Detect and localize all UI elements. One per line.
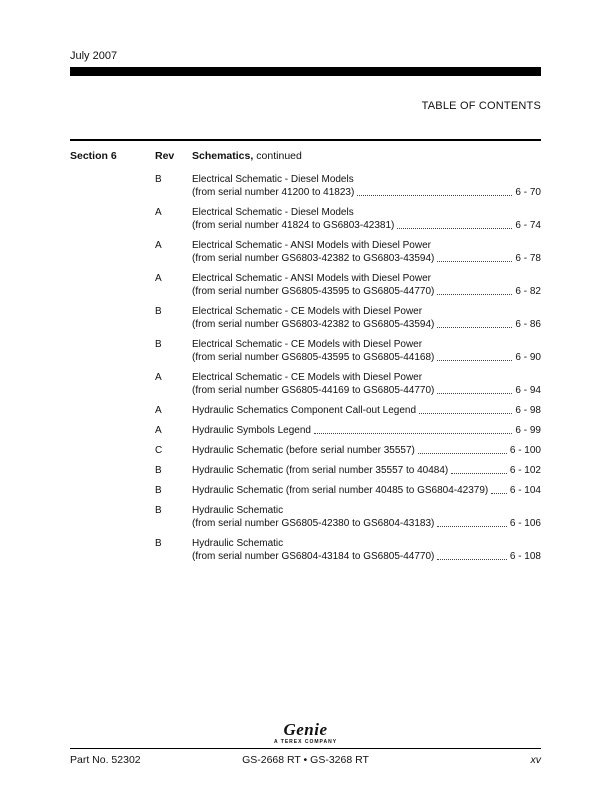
- entry-title: (from serial number 41824 to GS6803-42381): [192, 220, 395, 231]
- entry-title-line: Electrical Schematic - ANSI Models with Diesel Power: [192, 240, 431, 251]
- toc-entry-row: [70, 444, 541, 457]
- entry-content: [192, 484, 541, 497]
- entry-leader-line: [192, 384, 541, 397]
- footer-rule: [70, 748, 541, 749]
- entry-leader-line: [192, 484, 541, 497]
- toc-entry-row: [70, 338, 541, 364]
- entry-title-line: Electrical Schematic - CE Models with Diesel Power: [192, 306, 423, 317]
- toc-entry-row: [70, 206, 541, 232]
- section-column-spacer: [70, 173, 155, 199]
- entry-page-number: 6 - 108: [509, 551, 541, 562]
- entry-title-line: Electrical Schematic - ANSI Models with Diesel Power: [192, 273, 431, 284]
- entry-rev: B: [155, 339, 162, 350]
- entry-title: (from serial number GS6805-44169 to GS6805-44770): [192, 385, 435, 396]
- entry-page-number: 6 - 99: [515, 425, 541, 436]
- rev-column-label: Rev: [155, 150, 175, 162]
- dot-leader: [419, 404, 512, 414]
- entry-title: (from serial number 41200 to 41823): [192, 187, 355, 198]
- section-column-spacer: [70, 206, 155, 232]
- toc-entry-row: [70, 504, 541, 530]
- entry-title: (from serial number GS6805-42380 to GS6804-43183): [192, 518, 435, 529]
- entry-page-number: 6 - 78: [515, 253, 541, 264]
- entry-rev: B: [155, 538, 162, 549]
- entry-title: Hydraulic Schematic (from serial number 35557 to 40484): [192, 465, 449, 476]
- entry-page-number: 6 - 82: [515, 286, 541, 297]
- toc-entry-row: [70, 305, 541, 331]
- entry-title-line: Electrical Schematic - Diesel Models: [192, 174, 354, 185]
- entry-rev: B: [155, 465, 162, 476]
- genie-logo-text: Genie: [283, 720, 328, 739]
- dot-leader: [437, 517, 507, 527]
- entry-page-number: 6 - 70: [515, 187, 541, 198]
- group-title-rest: continued: [256, 150, 302, 162]
- genie-logo-subtext: A TEREX COMPANY: [273, 739, 338, 745]
- entry-rev: B: [155, 306, 162, 317]
- entry-rev: B: [155, 505, 162, 516]
- dot-leader: [418, 444, 507, 454]
- entry-title: (from serial number GS6803-42382 to GS6805-43594): [192, 319, 435, 330]
- entry-title: (from serial number GS6805-43595 to GS6805-44168): [192, 352, 435, 363]
- entry-title: (from serial number GS6805-43595 to GS6805-44770): [192, 286, 435, 297]
- dot-leader: [314, 424, 512, 434]
- group-title: [192, 150, 541, 163]
- entry-page-number: 6 - 98: [515, 405, 541, 416]
- footer-row: [70, 754, 541, 766]
- model-names: GS-2668 RT • GS-3268 RT: [242, 754, 369, 766]
- entry-content: [192, 404, 541, 417]
- toc-entries: [70, 173, 541, 563]
- toc-entry-row: [70, 424, 541, 437]
- entry-content: [192, 305, 541, 331]
- entry-title: Hydraulic Schematics Component Call-out Legend: [192, 405, 417, 416]
- entry-title: (from serial number GS6804-43184 to GS6805-44770): [192, 551, 435, 562]
- section-column-spacer: [70, 444, 155, 457]
- entry-leader-line: [192, 404, 541, 417]
- section-column-spacer: [70, 404, 155, 417]
- section-column-spacer: [70, 338, 155, 364]
- section-column-spacer: [70, 537, 155, 563]
- entry-page-number: 6 - 102: [509, 465, 541, 476]
- dot-leader: [437, 384, 512, 394]
- entry-title: (from serial number GS6803-42382 to GS6803-43594): [192, 253, 435, 264]
- page-number: xv: [530, 754, 541, 766]
- toc-entry-row: [70, 464, 541, 477]
- toc-header-row: [70, 150, 541, 163]
- entry-leader-line: [192, 550, 541, 563]
- entry-content: [192, 206, 541, 232]
- dot-leader: [437, 252, 512, 262]
- toc-entry-row: [70, 272, 541, 298]
- entry-content: [192, 371, 541, 397]
- entry-content: [192, 272, 541, 298]
- page-title: TABLE OF CONTENTS: [421, 100, 541, 112]
- toc-entry-row: [70, 173, 541, 199]
- part-number: Part No. 52302: [70, 754, 141, 766]
- entry-leader-line: [192, 318, 541, 331]
- entry-leader-line: [192, 444, 541, 457]
- entry-rev: A: [155, 207, 162, 218]
- toc-entry-row: [70, 371, 541, 397]
- entry-leader-line: [192, 219, 541, 232]
- entry-title-line: Electrical Schematic - CE Models with Diesel Power: [192, 372, 423, 383]
- genie-logo: [70, 721, 541, 745]
- section-column-spacer: [70, 484, 155, 497]
- entry-rev: A: [155, 425, 162, 436]
- entry-title-line: Electrical Schematic - CE Models with Diesel Power: [192, 339, 423, 350]
- entry-rev: A: [155, 240, 162, 251]
- entry-leader-line: [192, 285, 541, 298]
- entry-page-number: 6 - 74: [515, 220, 541, 231]
- entry-leader-line: [192, 252, 541, 265]
- section-column-spacer: [70, 272, 155, 298]
- entry-content: [192, 504, 541, 530]
- section-column-spacer: [70, 305, 155, 331]
- entry-rev: A: [155, 405, 162, 416]
- page-footer: [70, 721, 541, 766]
- entry-page-number: 6 - 100: [509, 445, 541, 456]
- entry-content: [192, 338, 541, 364]
- entry-leader-line: [192, 351, 541, 364]
- dot-leader: [491, 484, 507, 494]
- section-column-spacer: [70, 504, 155, 530]
- entry-page-number: 6 - 106: [509, 518, 541, 529]
- entry-rev: B: [155, 485, 162, 496]
- entry-leader-line: [192, 424, 541, 437]
- entry-title-line: Hydraulic Schematic: [192, 505, 284, 516]
- section-column-spacer: [70, 424, 155, 437]
- entry-leader-line: [192, 186, 541, 199]
- entry-title: Hydraulic Symbols Legend: [192, 425, 311, 436]
- entry-content: [192, 239, 541, 265]
- dot-leader: [357, 186, 512, 196]
- entry-title: Hydraulic Schematic (from serial number 40485 to GS6804-42379): [192, 485, 489, 496]
- entry-content: [192, 444, 541, 457]
- entry-title-line: Hydraulic Schematic: [192, 538, 284, 549]
- dot-leader: [437, 285, 512, 295]
- entry-rev: B: [155, 174, 162, 185]
- entry-page-number: 6 - 94: [515, 385, 541, 396]
- entry-rev: A: [155, 273, 162, 284]
- entry-title: Hydraulic Schematic (before serial number 35557): [192, 445, 415, 456]
- entry-page-number: 6 - 90: [515, 352, 541, 363]
- entry-content: [192, 464, 541, 477]
- entry-content: [192, 537, 541, 563]
- header-bar: [70, 67, 541, 76]
- toc-top-rule: [70, 139, 541, 141]
- entry-page-number: 6 - 86: [515, 319, 541, 330]
- header-date: July 2007: [70, 50, 118, 62]
- entry-rev: C: [155, 445, 163, 456]
- entry-leader-line: [192, 464, 541, 477]
- section-column-spacer: [70, 464, 155, 477]
- dot-leader: [397, 219, 512, 229]
- entry-rev: A: [155, 372, 162, 383]
- toc-entry-row: [70, 537, 541, 563]
- entry-content: [192, 424, 541, 437]
- entry-content: [192, 173, 541, 199]
- dot-leader: [437, 351, 512, 361]
- entry-title-line: Electrical Schematic - Diesel Models: [192, 207, 354, 218]
- entry-leader-line: [192, 517, 541, 530]
- section-column-spacer: [70, 371, 155, 397]
- section-label: Section 6: [70, 150, 117, 162]
- group-title-bold: Schematics,: [192, 150, 254, 162]
- dot-leader: [451, 464, 507, 474]
- section-column-spacer: [70, 239, 155, 265]
- toc-entry-row: [70, 404, 541, 417]
- dot-leader: [437, 318, 512, 328]
- toc-entry-row: [70, 239, 541, 265]
- toc-entry-row: [70, 484, 541, 497]
- dot-leader: [437, 550, 507, 560]
- entry-page-number: 6 - 104: [509, 485, 541, 496]
